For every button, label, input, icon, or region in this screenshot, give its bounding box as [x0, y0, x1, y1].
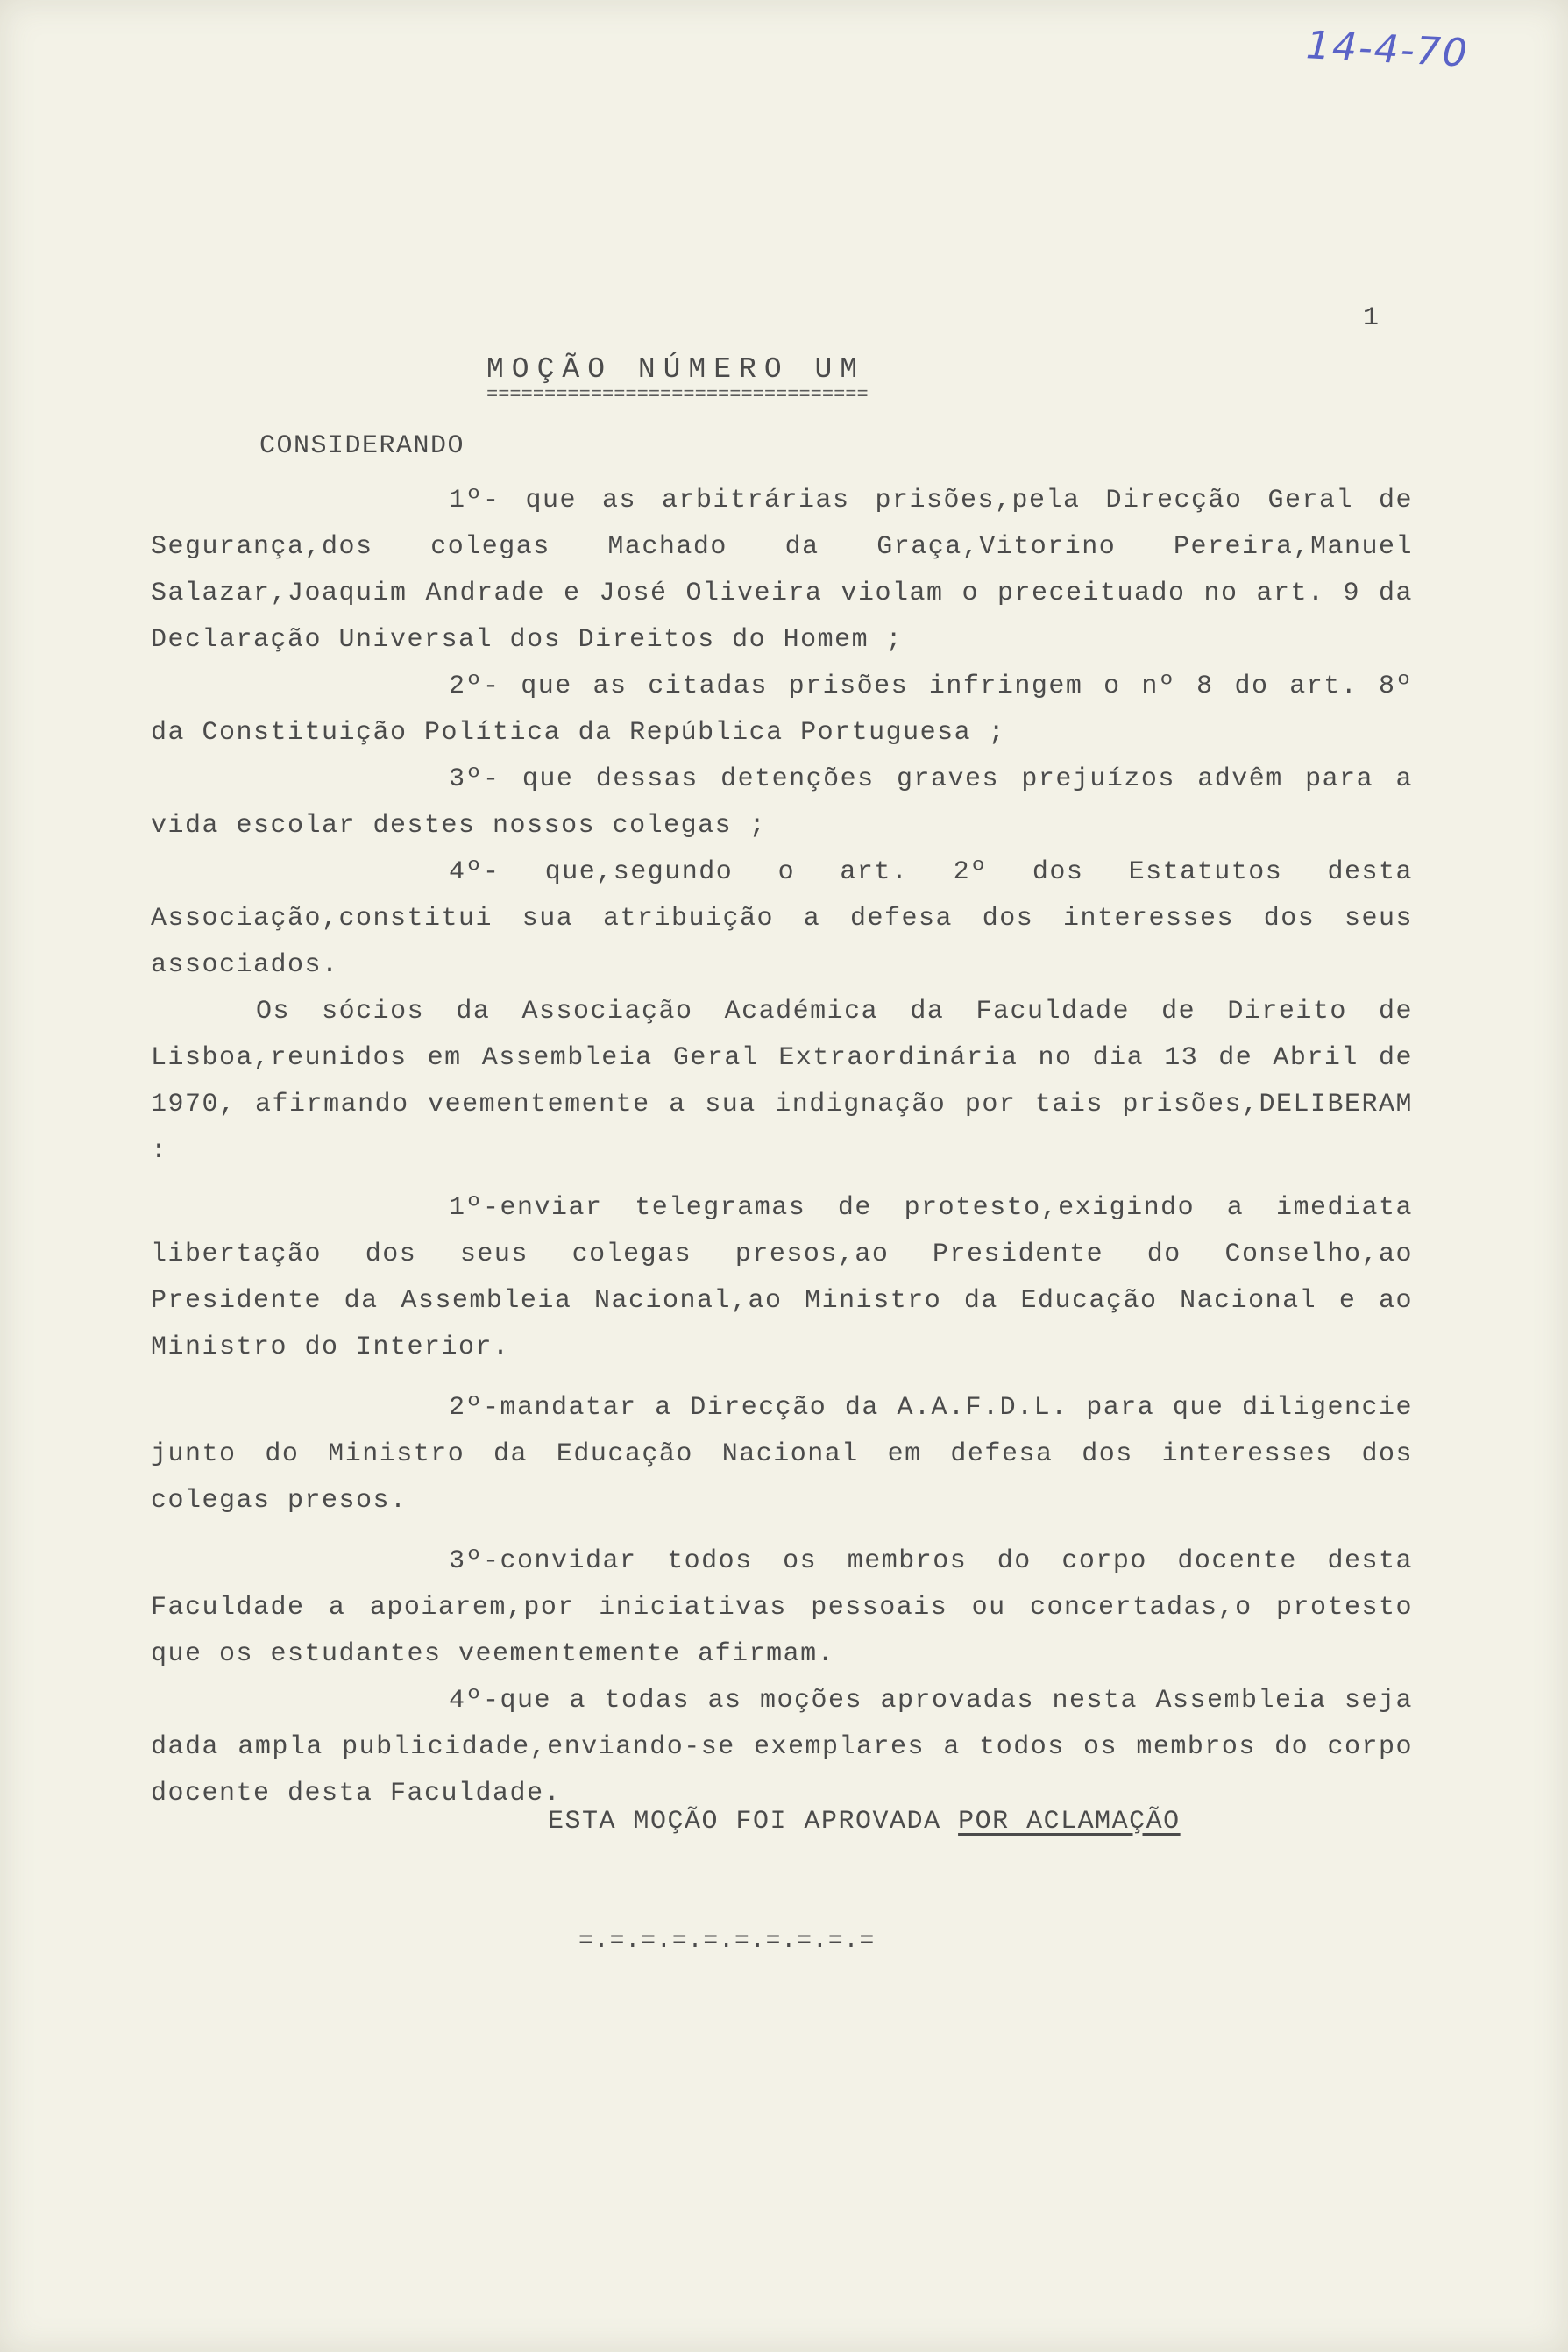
approval-statement	[548, 1799, 1181, 1845]
consideration-2: 2º- que as citadas prisões infringem o nº 8 do art. 8º da Constituição Política da República Portuguesa ;	[151, 671, 1413, 748]
resolution-3: 3º-convidar todos os membros do corpo docente desta Faculdade a apoiarem,por iniciativas pessoais ou concertadas,o protesto que os estudantes veementemente afirmam.	[151, 1546, 1413, 1669]
considerando-heading: CONSIDERANDO	[259, 431, 465, 461]
approval-text: ESTA MOÇÃO FOI APROVADA	[548, 1807, 959, 1837]
page-number: 1	[1363, 303, 1380, 333]
resolution-1: 1º-enviar telegramas de protesto,exigindo a imediata libertação dos seus colegas presos,ao Presidente do Conselho,ao Presidente da Assembleia Nacional,ao Ministro da Educação Nacional e ao Ministro do Interior.	[151, 1193, 1413, 1362]
resolution-4: 4º-que a todas as moções aprovadas nesta Assembleia seja dada ampla publicidade,enviando-se exemplares a todos os membros do corpo docente desta Faculdade.	[151, 1686, 1413, 1808]
consideration-4: 4º- que,segundo o art. 2º dos Estatutos desta Associação,constitui sua atribuição a defesa dos interesses dos seus associados.	[151, 857, 1413, 980]
approval-underlined-text: POR ACLAMAÇÃO	[958, 1807, 1181, 1837]
handwritten-date: 14-4-70	[1304, 23, 1470, 76]
end-mark-divider: =.=.=.=.=.=.=.=.=.=	[578, 1928, 876, 1955]
preamble-paragraph: Os sócios da Associação Académica da Faculdade de Direito de Lisboa,reunidos em Assembleia Geral Extraordinária no dia 13 de Abril de 1970, afirmando veementemente a sua indignação por tais prisões,DELIBERAM :	[151, 997, 1413, 1166]
document-title: MOÇÃO NÚMERO UM	[486, 353, 866, 386]
title-double-rule: =================================	[486, 389, 869, 401]
consideration-1: 1º- que as arbitrárias prisões,pela Direcção Geral de Segurança,dos colegas Machado da Graça,Vitorino Pereira,Manuel Salazar,Joaquim Andrade e José Oliveira violam o preceituado no art. 9 da Declaração Universal dos Direitos do Homem ;	[151, 486, 1413, 655]
document-body	[151, 478, 1413, 1817]
resolution-2: 2º-mandatar a Direcção da A.A.F.D.L. para que diligencie junto do Ministro da Educação Nacional em defesa dos interesses dos colegas presos.	[151, 1393, 1413, 1516]
consideration-3: 3º- que dessas detenções graves prejuízos advêm para a vida escolar destes nossos colegas ;	[151, 764, 1413, 841]
title-block	[486, 351, 986, 401]
